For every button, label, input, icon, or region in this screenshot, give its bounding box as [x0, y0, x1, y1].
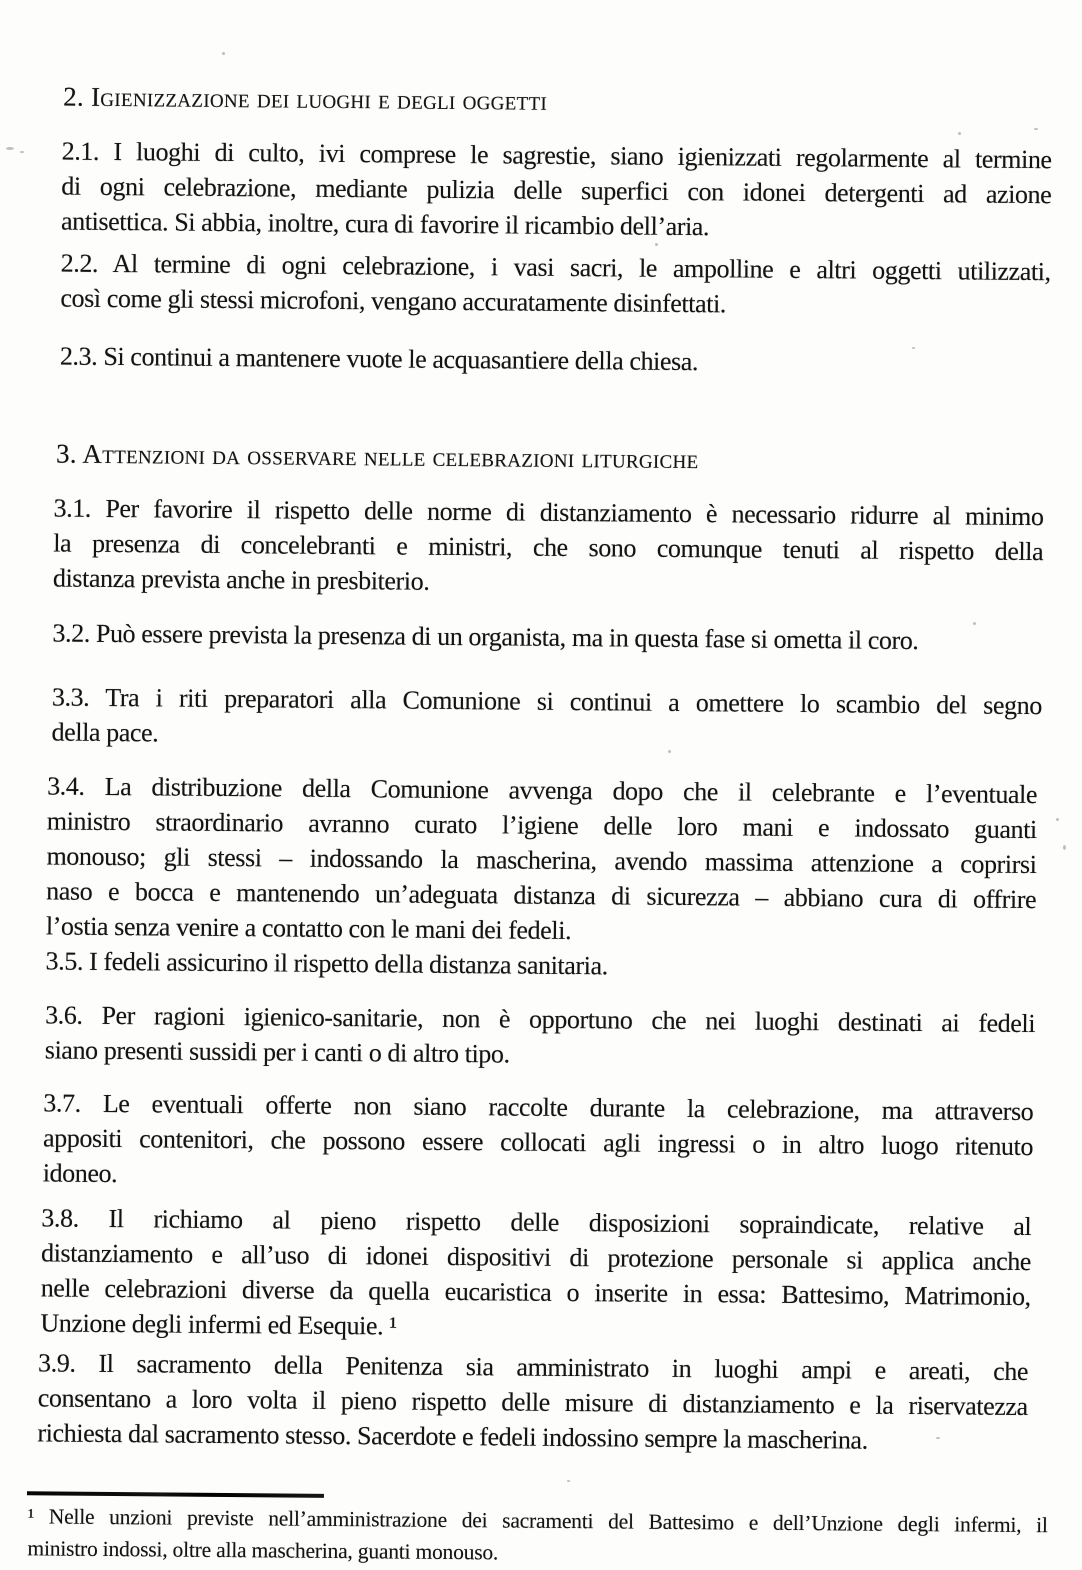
scan-speck — [222, 52, 225, 55]
text-line: appositi contenitori, che possono essere collocati agli ingressi o in altro luogo ritenuto — [42, 1123, 1034, 1162]
text-line: 2.2. Al termine di ogni celebrazione, i vasi sacri, le ampolline e altri oggetti utilizzati, — [60, 248, 1051, 287]
text-line: 3.6. Per ragioni igienico-sanitarie, non è opportuno che nei luoghi destinati ai fedeli — [45, 1000, 1036, 1039]
text-line: 3.9. Il sacramento della Penitenza sia amministrato in luoghi ampi e areati, che — [37, 1348, 1029, 1387]
paragraph-3-1 — [53, 490, 1044, 604]
scan-speck — [936, 1437, 940, 1439]
text-line: idoneo. — [42, 1158, 118, 1189]
text-line: 3.8. Il richiamo al pieno rispetto delle disposizioni sopraindicate, relative al — [41, 1203, 1032, 1242]
paragraph-3-9 — [37, 1345, 1028, 1459]
text-line: così come gli stessi microfoni, vengano accuratamente disinfettati. — [60, 283, 727, 319]
scan-speck — [20, 151, 24, 153]
text-line: ministro straordinario avranno curato l’igiene delle loro mani e indossato guanti — [46, 806, 1037, 845]
text-line: distanziamento e all’uso di idonei dispositivi di protezione personale si applica anche — [40, 1238, 1032, 1277]
scan-speck — [1034, 128, 1038, 130]
paragraph-3-8 — [40, 1200, 1031, 1349]
scan-speck — [958, 132, 961, 135]
scan-speck — [912, 347, 915, 349]
scan-speck — [668, 750, 671, 753]
scan-speck — [973, 622, 976, 625]
text-line: 2.3. Si continui a mantenere vuote le acquasantiere della chiesa. — [59, 341, 699, 377]
text-line: antisettica. Si abbia, inoltre, cura di favorire il ricambio dell’aria. — [60, 206, 710, 242]
text-line: siano presenti sussidi per i canti o di altro tipo. — [44, 1035, 510, 1069]
footnote — [27, 1500, 1048, 1570]
text-line: 2.1. I luoghi di culto, ivi comprese le sagrestie, siano igienizzati regolarmente al termine — [61, 136, 1052, 175]
paragraph-3-4 — [46, 768, 1037, 952]
scan-speck — [1056, 818, 1059, 821]
text-line: la presenza di concelebranti e ministri, che sono comunque tenuti al rispetto della — [53, 528, 1044, 567]
footnote-rule — [27, 1491, 324, 1498]
text-line: 3.1. Per favorire il rispetto delle norme di distanziamento è necessario ridurre al minimo — [53, 493, 1044, 532]
text-line: Unzione degli infermi ed Esequie. ¹ — [40, 1308, 397, 1341]
scan-speck — [655, 243, 658, 246]
text-line: 3.3. Tra i riti preparatori alla Comunione si continui a omettere lo scambio del segno — [51, 682, 1043, 721]
text-line: distanza prevista anche in presbiterio. — [52, 563, 430, 596]
paragraph-3-3 — [51, 679, 1042, 758]
text-line: nelle celebrazioni diverse da quella eucaristica o inserite in essa: Battesimo, Matrimonio, — [40, 1273, 1031, 1312]
paragraph-2-1 — [61, 134, 1052, 248]
paragraph-2-2 — [60, 246, 1051, 325]
paragraph-2-3 — [60, 339, 1050, 383]
text-line: monouso; gli stessi – indossando la mascherina, avendo massima attenzione a coprirsi — [46, 841, 1037, 880]
paragraph-3-5 — [45, 943, 1035, 987]
text-line: richiesta dal sacramento stesso. Sacerdote e fedeli indossino sempre la mascherina. — [37, 1418, 868, 1455]
paragraph-3-2 — [52, 615, 1042, 659]
paragraph-3-7 — [43, 1085, 1034, 1199]
text-line: di ogni celebrazione, mediante pulizia delle superfici con idonei detergenti ad azione — [61, 171, 1052, 210]
footnote-line: ministro indossi, oltre alla mascherina, guanti monouso. — [27, 1536, 499, 1565]
text-line: 3.4. La distribuzione della Comunione avvenga dopo che il celebrante e l’eventuale — [47, 771, 1038, 810]
scan-speck — [567, 1480, 570, 1482]
section-heading-attenzioni: 3. Attenzioni da osservare nelle celebrazioni liturgiche — [55, 438, 699, 475]
text-line: consentano a loro volta il pieno rispetto delle misure di distanziamento e la riservatezza — [37, 1383, 1028, 1422]
scan-speck — [6, 147, 14, 150]
section-heading-igienizzazione: 2. Igienizzazione dei luoghi e degli oggetti — [63, 81, 548, 116]
footnote-line: ¹ Nelle unzioni previste nell’amministrazione dei sacramenti del Battesimo e dell’Unzione degli infermi, il — [27, 1504, 1048, 1538]
text-line: della pace. — [51, 717, 159, 748]
scan-speck — [1063, 845, 1066, 850]
text-line: 3.7. Le eventuali offerte non siano raccolte durante la celebrazione, ma attraverso — [43, 1088, 1034, 1127]
text-line: 3.5. I fedeli assicurino il rispetto della distanza sanitaria. — [45, 946, 608, 981]
text-line: naso e bocca e mantenendo un’adeguata distanza di sicurezza – abbiano cura di offrire — [46, 876, 1037, 915]
paragraph-3-6 — [45, 997, 1036, 1076]
text-line: 3.2. Può essere prevista la presenza di un organista, ma in questa fase si ometta il coro. — [52, 618, 919, 656]
text-line: l’ostia senza venire a contatto con le mani dei fedeli. — [45, 911, 572, 946]
